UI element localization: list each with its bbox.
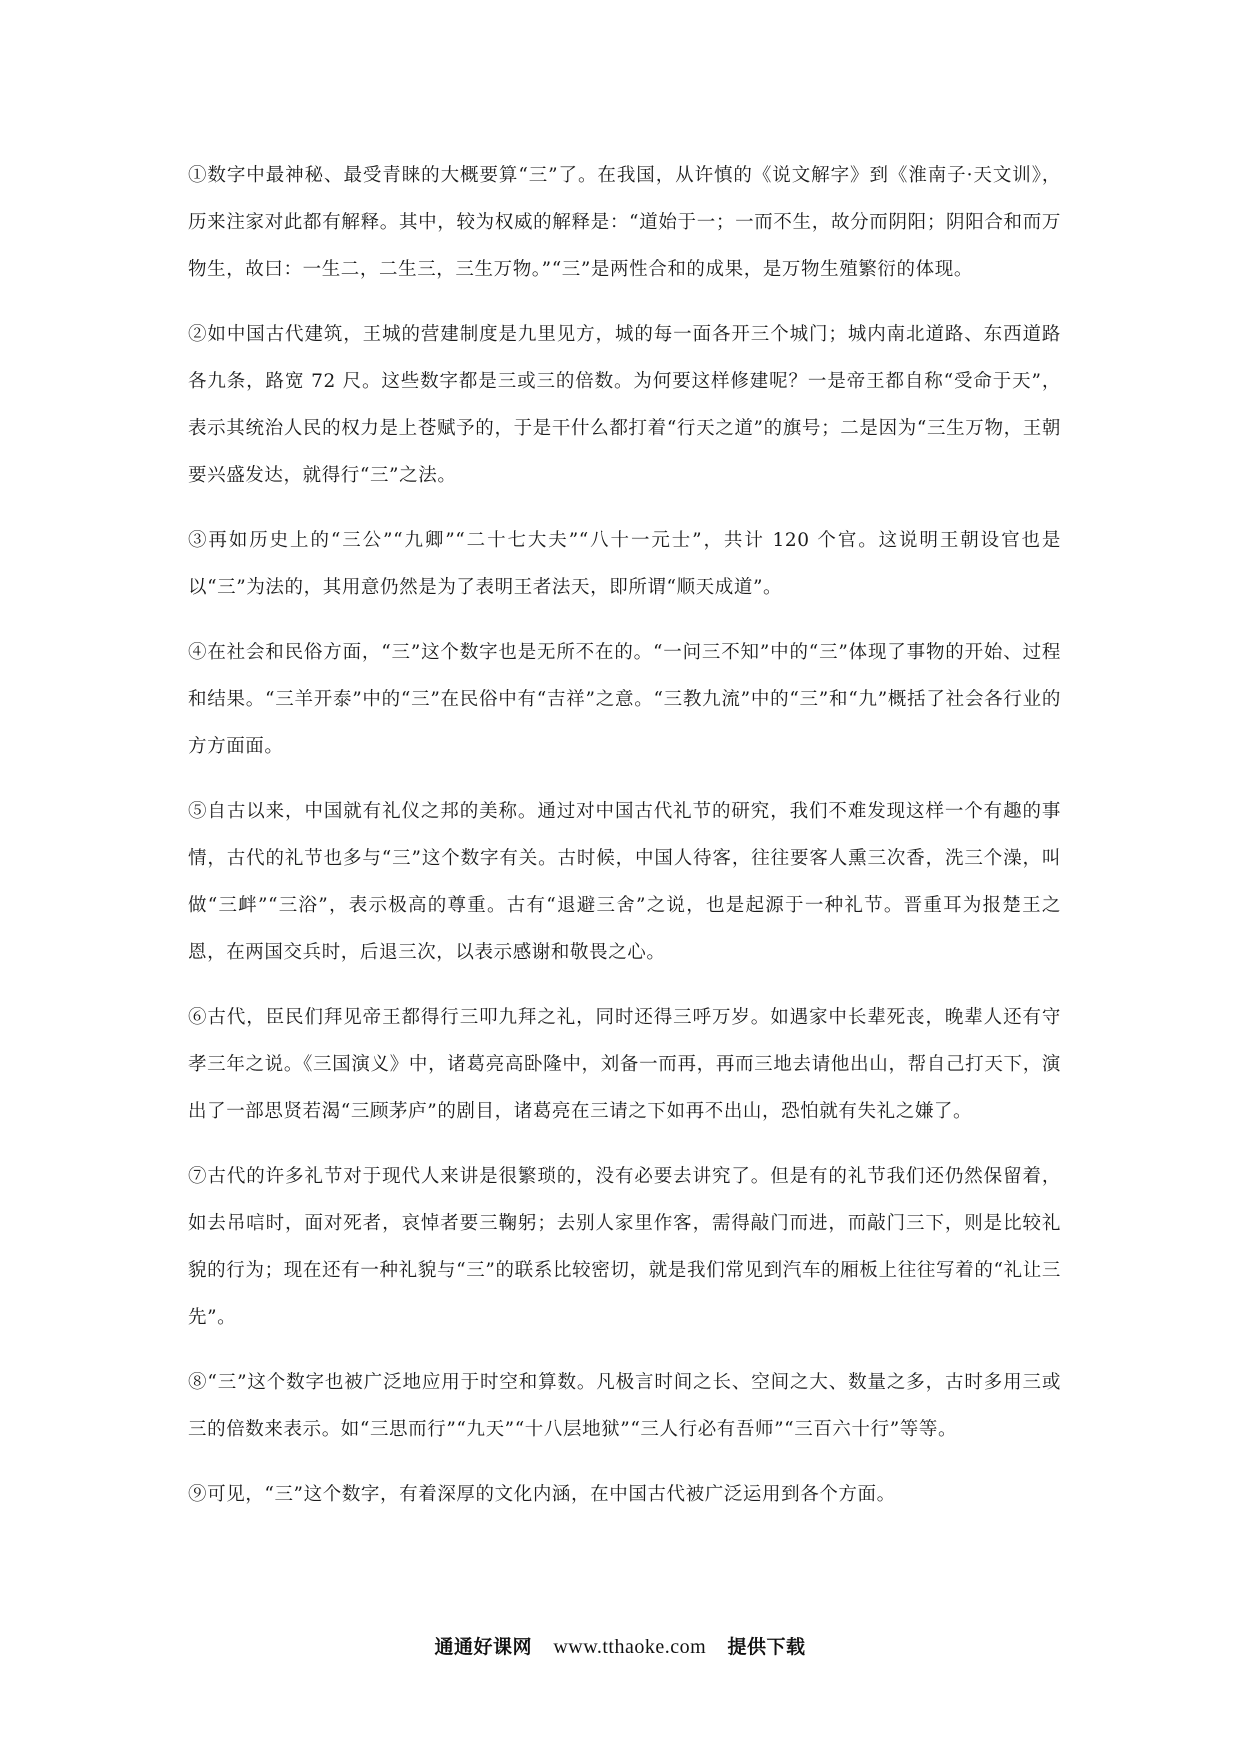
paragraph-5: ⑤自古以来，中国就有礼仪之邦的美称。通过对中国古代礼节的研究，我们不难发现这样一个有趣的事情，古代的礼节也多与“三”这个数字有关。古时候，中国人待客，往往要客人熏三次香，洗三个澡，叫做“三衅”“三浴”，表示极高的尊重。古有“退避三舍”之说，也是起源于一种礼节。晋重耳为报楚王之恩，在两国交兵时，后退三次，以表示感谢和敬畏之心。: [188, 801, 1061, 963]
paragraph-6: ⑥古代，臣民们拜见帝王都得行三叩九拜之礼，同时还得三呼万岁。如遇家中长辈死丧，晚辈人还有守孝三年之说。《三国演义》中，诸葛亮高卧隆中，刘备一而再，再而三地去请他出山，帮自己打天下，演出了一部思贤若渴“三顾茅庐”的剧目，诸葛亮在三请之下如再不出山，恐怕就有失礼之嫌了。: [188, 1007, 1061, 1122]
footer-site-name: 通通好课网: [434, 1636, 532, 1658]
paragraph-7: ⑦古代的许多礼节对于现代人来讲是很繁琐的，没有必要去讲究了。但是有的礼节我们还仍然保留着，如去吊唁时，面对死者，哀悼者要三鞠躬；去别人家里作客，需得敲门而进，而敲门三下，则是比较礼貌的行为；现在还有一种礼貌与“三”的联系比较密切，就是我们常见到汽车的厢板上往往写着的“礼让三先”。: [188, 1166, 1061, 1328]
paragraph-1: ①数字中最神秘、最受青睐的大概要算“三”了。在我国，从许慎的《说文解字》到《淮南子·天文训》，历来注家对此都有解释。其中，较为权威的解释是：“道始于一；一而不生，故分而阴阳；阴阳合和而万物生，故曰：一生二，二生三，三生万物。”“三”是两性合和的成果，是万物生殖繁衍的体现。: [188, 165, 1061, 280]
footer-download-text: 提供下载: [727, 1636, 806, 1658]
paragraph-2: ②如中国古代建筑，王城的营建制度是九里见方，城的每一面各开三个城门；城内南北道路、东西道路各九条，路宽 72 尺。这些数字都是三或三的倍数。为何要这样修建呢？一是帝王都自称“受命于天”，表示其统治人民的权力是上苍赋予的，于是干什么都打着“行天之道”的旗号；二是因为“三生万物，王朝要兴盛发达，就得行“三”之法。: [188, 324, 1061, 486]
article-body: [188, 152, 1061, 1536]
paragraph-4: ④在社会和民俗方面，“三”这个数字也是无所不在的。“一问三不知”中的“三”体现了事物的开始、过程和结果。“三羊开泰”中的“三”在民俗中有“吉祥”之意。“三教九流”中的“三”和“九”概括了社会各行业的方方面面。: [188, 642, 1061, 757]
page-footer: [0, 1632, 1240, 1659]
paragraph-3: ③再如历史上的“三公”“九卿”“二十七大夫”“八十一元士”，共计 120 个官。这说明王朝设官也是以“三”为法的，其用意仍然是为了表明王者法天，即所谓“顺天成道”。: [188, 530, 1061, 598]
footer-url-link[interactable]: www.tthaoke.com: [553, 1636, 707, 1658]
paragraph-8: ⑧“三”这个数字也被广泛地应用于时空和算数。凡极言时间之长、空间之大、数量之多，古时多用三或三的倍数来表示。如“三思而行”“九天”“十八层地狱”“三人行必有吾师”“三百六十行”等等。: [188, 1372, 1061, 1440]
paragraph-9: ⑨可见，“三”这个数字，有着深厚的文化内涵，在中国古代被广泛运用到各个方面。: [188, 1484, 896, 1505]
